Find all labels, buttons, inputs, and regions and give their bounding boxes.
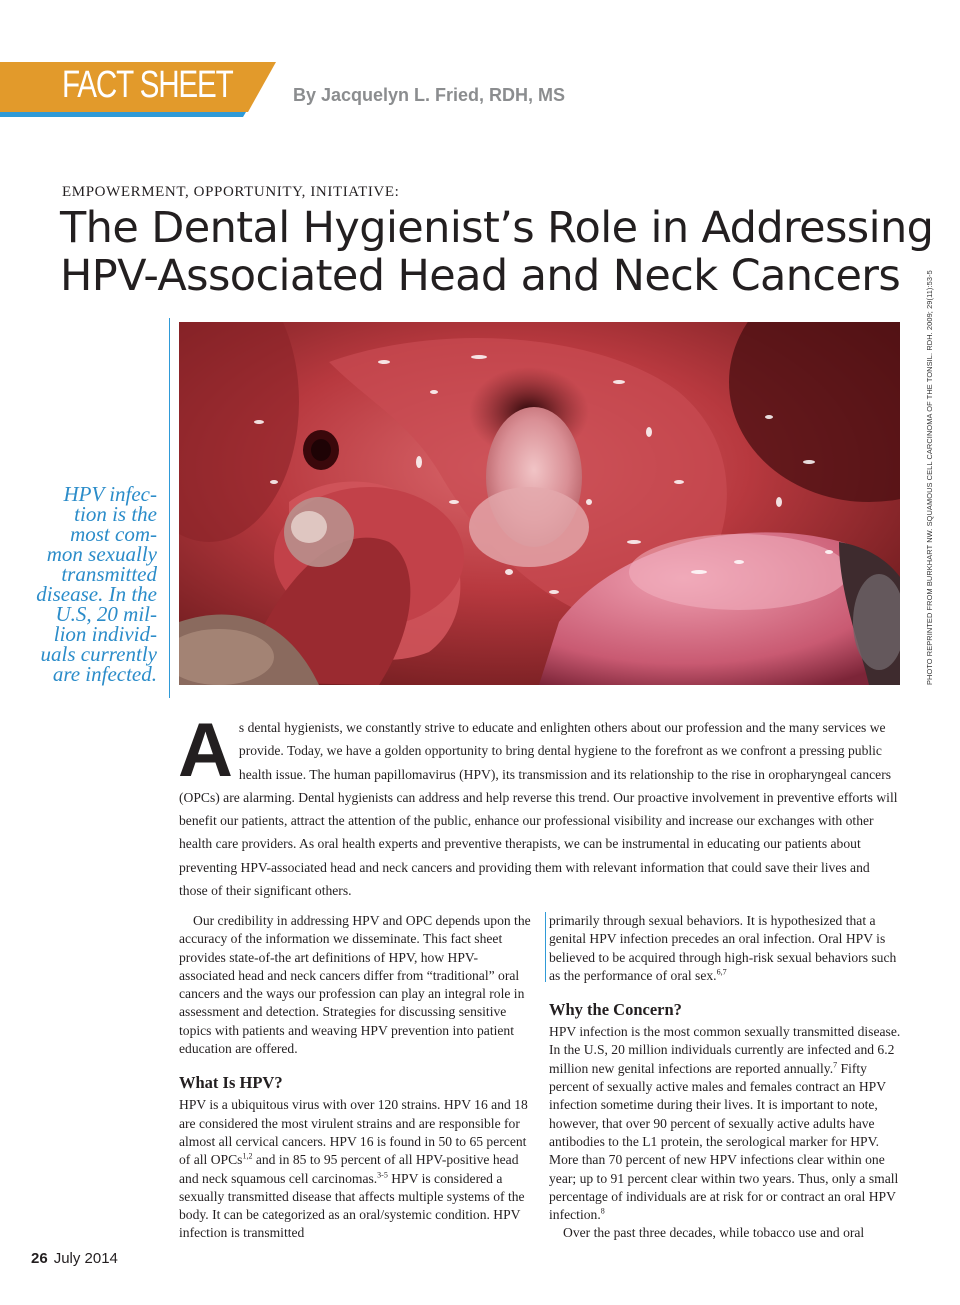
- body-text: HPV is a ubiquitous virus with over 120 strains. HPV 16 and 18 are considered the most virulent strains and are responsible for almost all cervical cancers. HPV 16 is found in 50 to 65 percent of all OPCs: [179, 1097, 528, 1168]
- pull-quote: [27, 484, 157, 684]
- citation: 3-5: [377, 1170, 388, 1180]
- issue-date: July 2014: [53, 1250, 118, 1267]
- byline: By Jacquelyn L. Fried, RDH, MS: [293, 85, 566, 105]
- section-label: FACT SHEET: [62, 64, 233, 106]
- body-text: HPV infection is the most common sexually transmitted disease. In the U.S, 20 million individuals currently are infected and 6.2 million new genital infections are reported annually.: [549, 1024, 901, 1076]
- body-paragraph: Over the past three decades, while tobacco use and oral: [563, 1225, 865, 1241]
- left-column: [179, 912, 531, 1243]
- article-kicker: EMPOWERMENT, OPPORTUNITY, INITIATIVE:: [62, 184, 400, 200]
- intro-text: s dental hygienists, we constantly strive to educate and enlighten others about our profession and the many services we provide. Today, we have a golden opportunity to bring dental hygiene to the forefront as we confront a pressing public health issue. The human papillomavirus (HPV), its transmission and its relationship to the rise in oropharyngeal cancers (OPCs) are alarming. Dental hygienists can address and help reverse this trend. Our proactive involvement in preventive efforts will benefit our patients, attract the attention of the public, enhance our professional visibility and increase our exchanges with other health care providers. As oral health experts and preventive therapists, we can be instrumental in educating our patients about preventing HPV-associated head and neck cancers and providing them with relevant information that could save their lives and those of their significant others.: [179, 720, 898, 899]
- tonsil-photo: [179, 322, 900, 685]
- right-column: [549, 912, 901, 1243]
- pull-quote-line: tion is the: [74, 502, 157, 526]
- body-text: HPV is considered a sexually transmitted disease that affects multiple systems of the body. It can be categorized as an oral/systemic condition. HPV infection is transmitted: [179, 1170, 525, 1241]
- body-paragraph: [179, 1096, 531, 1242]
- body-paragraph: [549, 1023, 901, 1224]
- title-line-2: HPV-Associated Head and Neck Cancers: [60, 251, 901, 301]
- intro-paragraph: [178, 708, 900, 902]
- pull-quote-line: lion individ-: [53, 622, 157, 646]
- pull-quote-line: transmitted: [61, 562, 157, 586]
- pull-quote-line: HPV infec-: [63, 482, 157, 506]
- body-text: Fifty percent of sexually active males and females contract an HPV infection sometime during their lives. It is important to note, however, that over 90 percent of sexually active adults have antibodies to the L1 protein, the serological marker for HPV. More than 70 percent of new HPV infections clear within one year; up to 91 percent clear within two years. Thus, only a small percentage of individuals are at risk for or contract an oral HPV infection.: [549, 1060, 899, 1223]
- pull-quote-line: mon sexually: [46, 542, 157, 566]
- citation: 1,2: [242, 1151, 253, 1161]
- pull-quote-line: U.S, 20 mil-: [55, 602, 157, 626]
- pull-quote-line: most com-: [70, 522, 157, 546]
- photo-credit-text: PHOTO REPRINTED FROM BURKHART NW. SQUAMOUS CELL CARCINOMA OF THE TONSIL. RDH. 2009; 29(11):53-5: [925, 270, 934, 685]
- citation: 7: [833, 1060, 838, 1070]
- drop-cap: A: [178, 708, 233, 793]
- pull-quote-line: are infected.: [52, 662, 157, 686]
- pull-quote-line: disease. In the: [36, 582, 157, 606]
- body-text: primarily through sexual behaviors. It is hypothesized that a genital HPV infection precedes an oral infection. Oral HPV is believed to be acquired through high-risk sexual behaviors such as the performance of oral sex.: [549, 913, 897, 983]
- page-footer: [31, 1250, 118, 1267]
- section-heading-what-is-hpv: What Is HPV?: [179, 1073, 283, 1093]
- citation: 6,7: [716, 967, 727, 977]
- article-title: [60, 204, 933, 300]
- photo-credit: [913, 270, 934, 685]
- body-paragraph: Our credibility in addressing HPV and OPC depends upon the accuracy of the information we disseminate. This fact sheet provides state-of-the art definitions of HPV, how HPV-associated head and neck cancers differ from “traditional” oral cancers and the ways our profession can play an integral role in assessment and detection. Strategies for discussing sensitive topics with patients and weaving HPV prevention into patient education are offered.: [179, 913, 531, 1057]
- title-line-1: The Dental Hygienist’s Role in Addressing: [60, 203, 934, 253]
- body-text: and in 85 to 95 percent of all HPV-positive head and neck squamous cell carcinomas.: [179, 1152, 519, 1186]
- pull-quote-line: uals currently: [40, 642, 157, 666]
- citation: 8: [600, 1206, 605, 1216]
- pull-quote-rule: [169, 318, 170, 698]
- section-heading-why-the-concern: Why the Concern?: [549, 1000, 682, 1020]
- tonsil-photo-illustration: [179, 322, 900, 685]
- body-paragraph: [549, 912, 901, 985]
- page-number: 26: [31, 1250, 48, 1267]
